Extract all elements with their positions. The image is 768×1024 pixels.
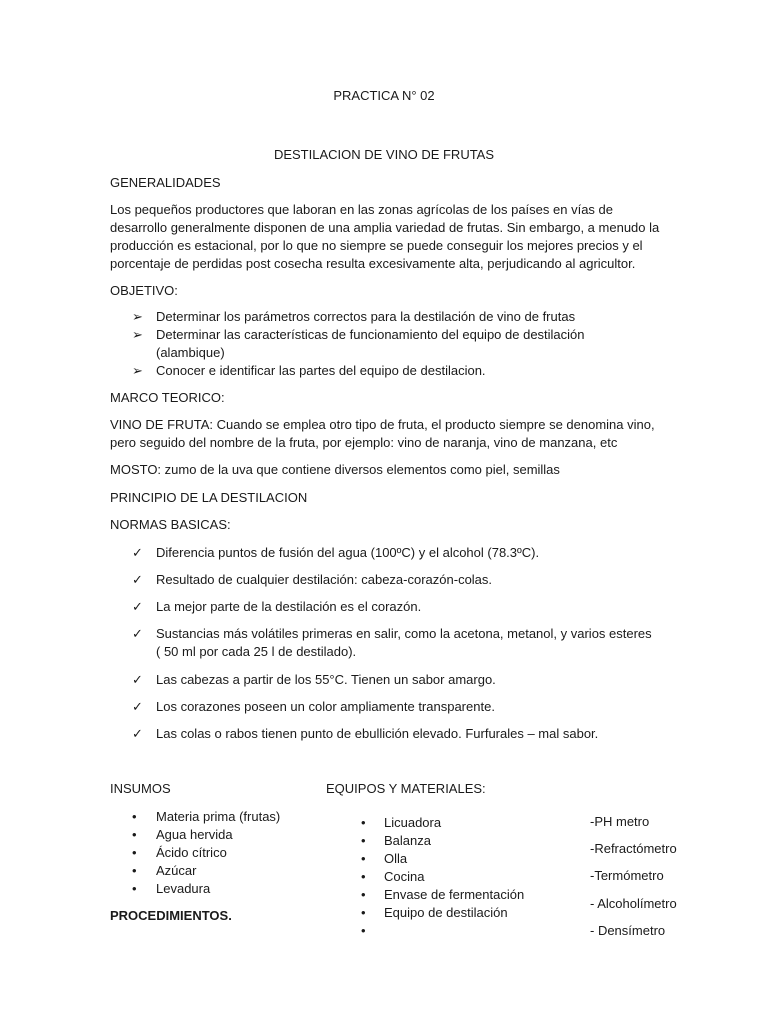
heading-normas-basicas: NORMAS BASICAS: (110, 517, 231, 532)
paragraph-vino-de-fruta: VINO DE FRUTA: Cuando se emplea otro tipo de fruta, el producto siempre se denomina vino, pero seguido del nombre de la fruta, por ejemplo: vino de naranja, vino de manzana, etc (110, 417, 655, 450)
check-icon: ✓ (132, 726, 143, 741)
instrument-item: - Densímetro (590, 923, 666, 938)
objetivo-item: Determinar las características de funcionamiento del equipo de destilación (156, 327, 585, 342)
page-subtitle: DESTILACION DE VINO DE FRUTAS (273, 147, 495, 162)
insumo-item: Levadura (156, 881, 211, 896)
dot-bullet-icon: • (361, 815, 366, 830)
insumo-item: Materia prima (frutas) (156, 809, 281, 824)
dot-bullet-icon: • (132, 809, 137, 824)
norma-item: Los corazones poseen un color ampliamente transparente. (156, 699, 495, 714)
norma-item: Las cabezas a partir de los 55°C. Tienen un sabor amargo. (156, 672, 496, 687)
instrument-item: -PH metro (590, 814, 650, 829)
norma-item: Diferencia puntos de fusión del agua (100ºC) y el alcohol (78.3ºC). (156, 545, 540, 560)
heading-insumos: INSUMOS (110, 781, 171, 796)
dot-bullet-icon: • (361, 923, 366, 938)
check-icon: ✓ (132, 599, 143, 614)
instrument-item: -Termómetro (590, 868, 664, 883)
heading-equipos: EQUIPOS Y MATERIALES: (326, 781, 486, 796)
dot-bullet-icon: • (132, 881, 137, 896)
insumo-item: Agua hervida (156, 827, 233, 842)
insumo-item: Ácido cítrico (156, 845, 227, 860)
arrow-bullet-icon: ➢ (132, 309, 143, 324)
dot-bullet-icon: • (361, 905, 366, 920)
heading-principio: PRINCIPIO DE LA DESTILACION (110, 490, 308, 505)
norma-item: Resultado de cualquier destilación: cabeza-corazón-colas. (156, 572, 493, 587)
norma-item: La mejor parte de la destilación es el corazón. (156, 599, 422, 614)
objetivo-item-continuation: (alambique) (156, 345, 225, 360)
dot-bullet-icon: • (132, 845, 137, 860)
instrument-item: - Alcoholímetro (590, 896, 677, 911)
heading-marco-teorico: MARCO TEORICO: (110, 390, 225, 405)
dot-bullet-icon: • (361, 833, 366, 848)
paragraph-generalidades: Los pequeños productores que laboran en las zonas agrícolas de los países en vías de desarrollo generalmente disponen de una amplia variedad de frutas. Sin embargo, a menudo la producción es estacional, por lo que no siempre se puede conseguir los mejores precios y el porcentaje de perdidas post cosecha resulta excesivamente alta, perjudicando al agricultor. (110, 202, 660, 271)
equipo-item: Cocina (384, 869, 425, 884)
equipo-item: Olla (384, 851, 408, 866)
check-icon: ✓ (132, 699, 143, 714)
check-icon: ✓ (132, 672, 143, 687)
norma-item: Las colas o rabos tienen punto de ebullición elevado. Furfurales – mal sabor. (156, 726, 599, 741)
dot-bullet-icon: • (361, 887, 366, 902)
equipo-item: Envase de fermentación (384, 887, 525, 902)
dot-bullet-icon: • (361, 851, 366, 866)
heading-procedimientos: PROCEDIMIENTOS. (110, 908, 232, 923)
equipo-item: Licuadora (384, 815, 442, 830)
equipo-item: Equipo de destilación (384, 905, 508, 920)
paragraph-mosto: MOSTO: zumo de la uva que contiene diversos elementos como piel, semillas (110, 462, 560, 477)
page-title: PRACTICA N° 02 (333, 88, 435, 103)
check-icon: ✓ (132, 572, 143, 587)
check-icon: ✓ (132, 626, 143, 641)
dot-bullet-icon: • (132, 863, 137, 878)
dot-bullet-icon: • (361, 869, 366, 884)
dot-bullet-icon: • (132, 827, 137, 842)
heading-generalidades: GENERALIDADES (110, 175, 221, 190)
insumo-item: Azúcar (156, 863, 197, 878)
equipo-item: Balanza (384, 833, 431, 848)
arrow-bullet-icon: ➢ (132, 363, 143, 378)
check-icon: ✓ (132, 545, 143, 560)
instrument-item: -Refractómetro (590, 841, 677, 856)
objetivo-item: Determinar los parámetros correctos para la destilación de vino de frutas (156, 309, 576, 324)
heading-objetivo: OBJETIVO: (110, 283, 178, 298)
norma-item-continuation: ( 50 ml por cada 25 l de destilado). (156, 644, 357, 659)
objetivo-item: Conocer e identificar las partes del equipo de destilacion. (156, 363, 486, 378)
norma-item: Sustancias más volátiles primeras en salir, como la acetona, metanol, y varios esteres (156, 626, 652, 641)
arrow-bullet-icon: ➢ (132, 327, 143, 342)
